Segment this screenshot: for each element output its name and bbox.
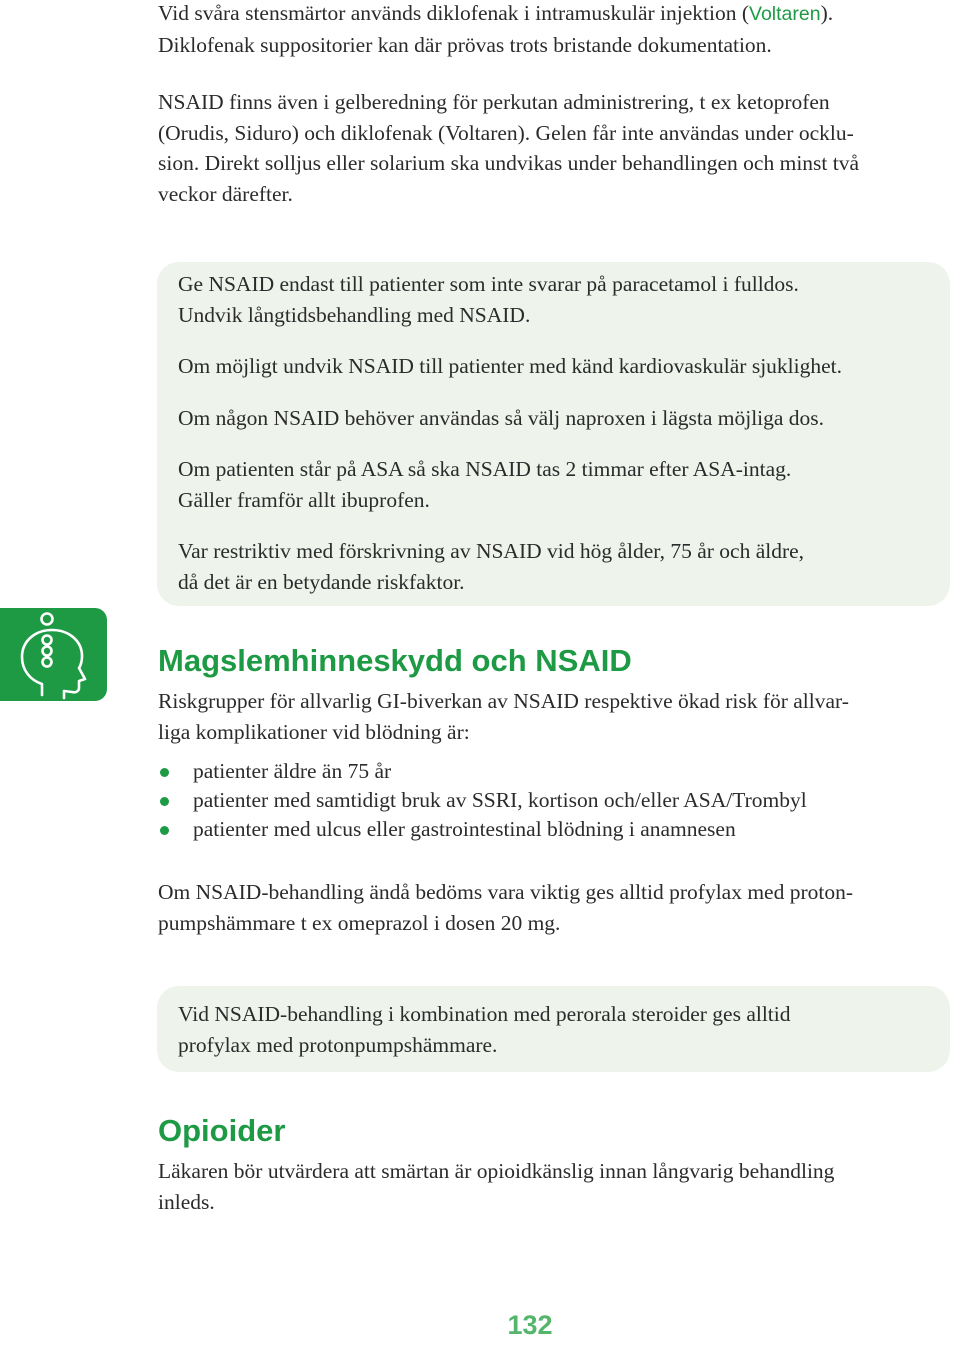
intro-paragraph-1: Vid svåra stensmärtor används diklofenak i intramuskulär injektion (Voltaren). Diklofenak suppositorier kan där prövas trots bristande dokumentation. (158, 1, 834, 57)
callout-line: Undvik långtidsbehandling med NSAID. (178, 302, 531, 327)
callout-line: Om möjligt undvik NSAID till patienter med känd kardiovaskulär sjuklighet. (178, 354, 843, 378)
callout-line: Gäller framför allt ibuprofen. (178, 487, 430, 512)
callout-line: Var restriktiv med förskrivning av NSAID vid hög ålder, 75 år och äldre, (178, 539, 805, 563)
risk-group-list (158, 757, 807, 844)
magslem-intro-paragraph: Riskgrupper för allvarlig GI-biverkan av NSAID respektive ökad risk för allvar- liga komplikationer vid blödning är: (158, 689, 849, 744)
list-item: patienter med ulcus eller gastrointestinal blödning i anamnesen (158, 815, 807, 844)
callout-line: Om någon NSAID behöver användas så välj naproxen i lägsta möjliga dos. (178, 405, 825, 430)
section-heading-opioider: Opioider (158, 1113, 286, 1148)
section-heading-magslemhinneskydd: Magslemhinneskydd och NSAID (158, 643, 632, 678)
head-profile-icon (0, 608, 107, 701)
callout-line: då det är en betydande riskfaktor. (178, 569, 465, 594)
list-item: patienter med samtidigt bruk av SSRI, kortison och/eller ASA/Trombyl (158, 786, 807, 815)
bullet-dot-icon (160, 797, 169, 806)
magslem-after-paragraph: Om NSAID-behandling ändå bedöms vara viktig ges alltid profylax med proton- pumpshämmare t ex omeprazol i dosen 20 mg. (158, 880, 854, 935)
intro-paragraph-2: NSAID finns även i gelberedning för perkutan administrering, t ex ketoprofen (Orudis, Siduro) och diklofenak (Voltaren). Gelen får inte användas under ocklu- sion. Direkt solljus eller solarium ska undvikas under behandlingen och minst två veckor därefter. (158, 90, 860, 206)
nsaid-recommendations-callout (157, 262, 950, 606)
callout-line: Vid NSAID-behandling i kombination med perorala steroider ges alltid (178, 1002, 791, 1026)
callout-line: profylax med protonpumpshämmare. (178, 1032, 498, 1057)
section-icon-box (0, 608, 107, 701)
callout-line: Ge NSAID endast till patienter som inte svarar på paracetamol i fulldos. (178, 272, 799, 296)
bullet-dot-icon (160, 768, 169, 777)
steroid-profylax-callout (157, 986, 950, 1072)
callout-line: Om patienten står på ASA så ska NSAID tas 2 timmar efter ASA-intag. (178, 457, 792, 481)
opioider-paragraph: Läkaren bör utvärdera att smärtan är opioidkänslig innan långvarig behandling inleds. (158, 1159, 835, 1214)
brand-voltaren: Voltaren (749, 3, 821, 25)
page-number: 132 (507, 1310, 553, 1340)
bullet-dot-icon (160, 826, 169, 835)
list-item: patienter äldre än 75 år (158, 757, 807, 786)
